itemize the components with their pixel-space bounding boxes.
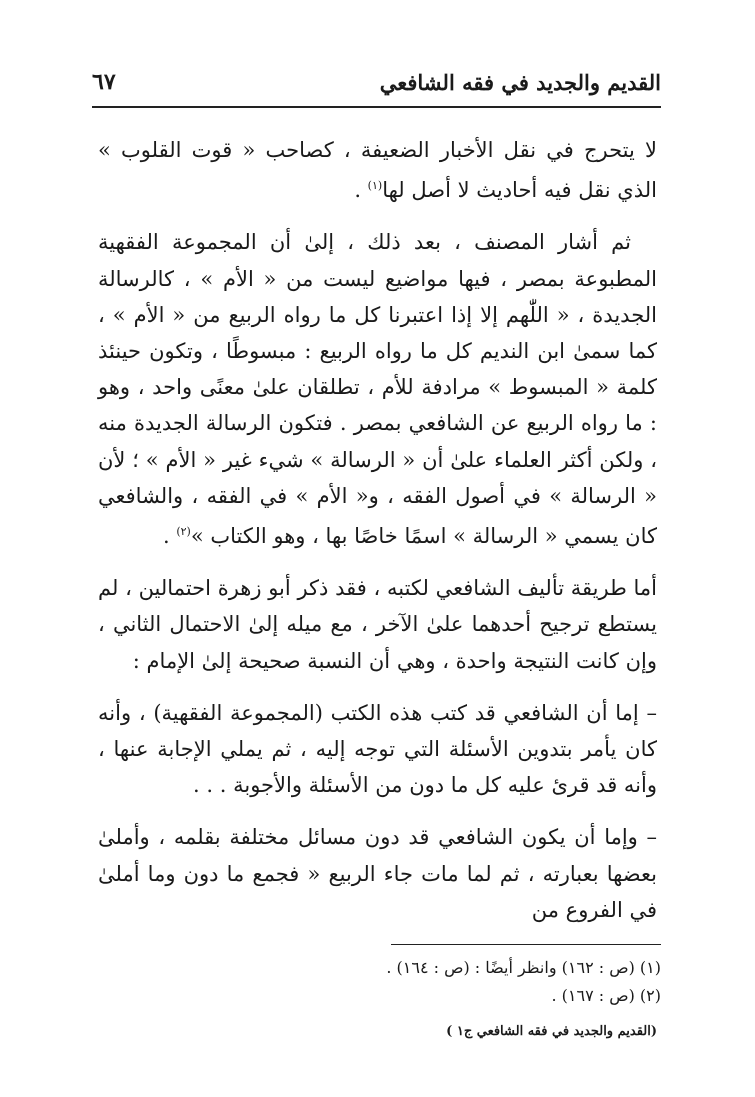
page-header <box>92 62 661 102</box>
footnote-ref-1: (١) <box>367 179 383 193</box>
paragraph-2-end: . <box>162 524 177 549</box>
book-signature: (القديم والجديد في فقه الشافعي ج١ ) <box>446 1024 657 1039</box>
footnote-2: (٢) (ص : ١٦٧) . <box>551 986 661 1005</box>
paragraph-1 <box>98 132 657 208</box>
footnotes <box>98 954 661 1010</box>
main-text <box>98 132 657 944</box>
paragraph-2 <box>98 224 657 554</box>
paragraph-3: أما طريقة تأليف الشافعي لكتبه ، فقد ذكر أبو زهرة احتمالين ، لم يستطع ترجيح أحدهما علىٰ الآخر ، مع ميله إلىٰ الاحتمال الثاني ، وإن كانت النتيجة واحدة ، وهي أن النسبة صحيحة إلىٰ الإمام : <box>98 576 657 673</box>
footnote-divider <box>391 944 661 945</box>
paragraph-4: – إما أن الشافعي قد كتب هذه الكتب (المجموعة الفقهية) ، وأنه كان يأمر بتدوين الأسئلة التي توجه إليه ، ثم يملي الإجابة عنها ، وأنه قد قرئ عليه كل ما دون من الأسئلة والأجوبة . . . <box>98 700 657 798</box>
footnote-ref-2: (٢) <box>176 525 191 539</box>
header-divider <box>92 106 661 108</box>
paragraph-1-text: لا يتحرج في نقل الأخبار الضعيفة ، كصاحب « قوت القلوب » الذي نقل فيه أحاديث لا أصل لها <box>98 138 657 203</box>
paragraph-5: – وإما أن يكون الشافعي قد دون مسائل مختلفة بقلمه ، وأملىٰ بعضها بعبارته ، ثم لما مات جاء الربيع « فجمع ما دون وما أملىٰ في الفروع من <box>98 825 657 922</box>
page-number: ٦٧ <box>92 69 116 95</box>
running-title: القديم والجديد في فقه الشافعي <box>379 69 661 95</box>
footnote-1: (١) (ص : ١٦٢) وانظر أيضًا : (ص : ١٦٤) . <box>386 958 661 977</box>
paragraph-1-end: . <box>354 178 368 203</box>
paragraph-2-text: ثم أشار المصنف ، بعد ذلك ، إلىٰ أن المجموعة الفقهية المطبوعة بمصر ، فيها مواضيع ليست من « الأم » ، كالرسالة الجديدة ، « اللّٰهم إلا إذا اعتبرنا كل ما رواه الربيع من « الأم » ، كما سمىٰ ابن النديم كل ما رواه الربيع : مبسوطًا ، وتكون حينئذ كلمة « المبسوط » مرادفة للأم ، تطلقان علىٰ معنًى واحد ، وهو : ما رواه الربيع عن الشافعي بمصر . فتكون الرسالة الجديدة منه ، ولكن أكثر العلماء علىٰ أن « الرسالة » شيء غير « الأم » ؛ لأن « الرسالة » في أصول الفقه ، و« الأم » في الفقه ، والشافعي كان يسمي « الرسالة » اسمًا خاصًا بها ، وهو الكتاب » <box>98 230 657 549</box>
